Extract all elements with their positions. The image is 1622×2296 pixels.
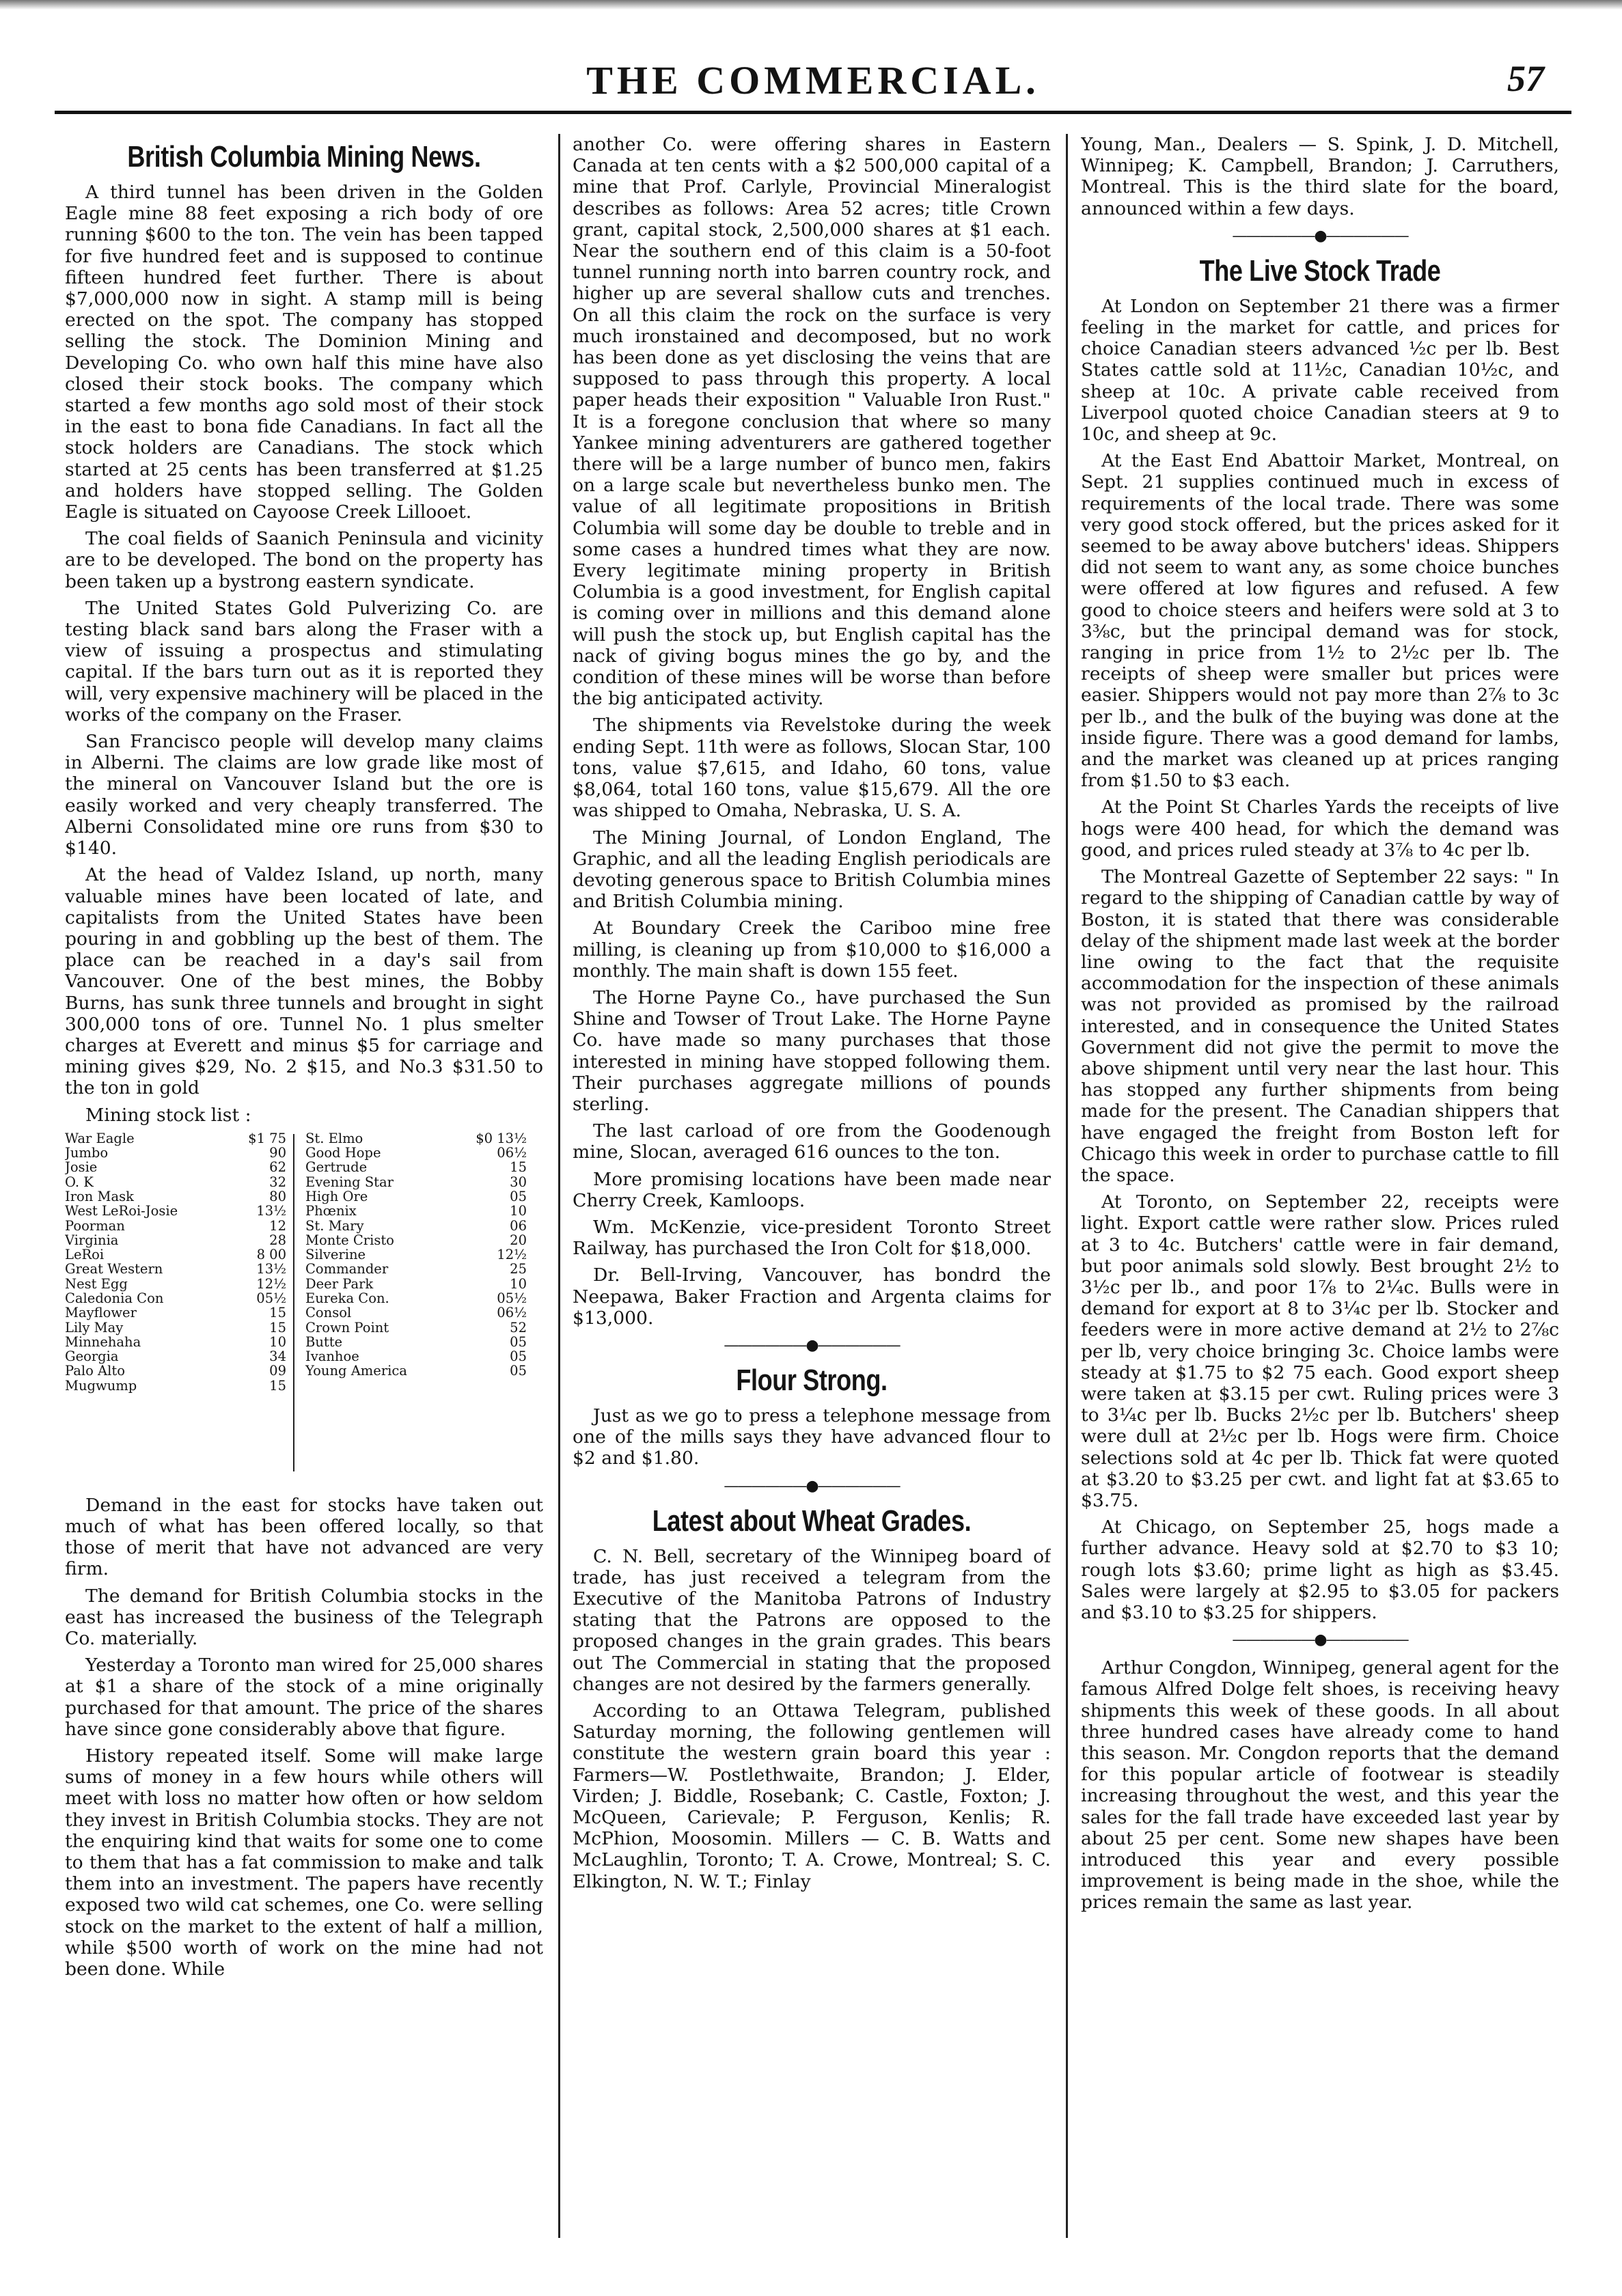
stock-row [305,1277,527,1291]
stock-row [305,1233,527,1247]
stock-price: 32 [269,1174,286,1190]
scan-edge [0,0,1622,10]
stock-price: 10 [269,1333,286,1350]
stock-name: Young America [305,1363,407,1379]
stock-name: Silverine [305,1247,366,1263]
stock-price: 25 [510,1261,527,1277]
paragraph: Yesterday a Toronto man wired for 25,000 shares at $1 a share of the stock of a mine originally purchased for that amount. The price of the shares have since gone considerably above that figure. [65,1655,543,1740]
paragraph: Just as we go to press a telephone message from one of the mills says they have advanced flour to $2 and $1.80. [573,1405,1051,1469]
paragraph: The Horne Payne Co., have purchased the Sun Shine and Towser of Trout Lake. The Horne Payne Co. have made so many purchases that those interested in mining have stopped following them. Their purchases aggregate millions of pounds sterling. [573,986,1051,1115]
stock-list-left [65,1131,286,1393]
page-header [55,55,1571,116]
stock-price: 34 [269,1348,286,1365]
paragraph: The shipments via Revelstoke during the week ending Sept. 11th were as follows, Slocan Star, 100 tons, value $7,615, and Idaho, 60 tons, value $8,064, total 160 tons, value $15,679. All the ore was shipped to Omaha, Nebraska, U. S. A. [573,715,1051,822]
paragraph: Young, Man., Dealers — S. Spink, J. D. Mitchell, Winnipeg; K. Campbell, Brandon; J. Carruthers, Montreal. This is the third slate for the board, announced within a few days. [1081,134,1559,219]
stock-name: Butte [305,1333,343,1350]
paragraph: C. N. Bell, secretary of the Winnipeg board of trade, has just received a telegram from the Executive of the Manitoba Patrons of Industry stating that the Patrons are opposed to the proposed changes in the grain grades. This bears out The Commercial in stating that the proposed changes are not desired by the farmers generally. [573,1545,1051,1695]
stock-row [305,1189,527,1204]
stock-price: 15 [269,1377,286,1394]
paragraph: At the head of Valdez Island, up north, many valuable mines have been located of late, and capitalists from the United States have been pouring in and gobbling up the best of them. The place can be reached in a day's sail from Vancouver. One of the best mines, the Bobby Burns, has sunk three tunnels and brought in sight 300,000 tons of ore. Tunnel No. 1 plus smelter charges at Everett and minus $5 for carriage and mining gives $29, No. 2 $15, and No.3 $31.50 to the ton in gold [65,864,543,1099]
stock-name: Josie [65,1159,98,1176]
page-columns [65,134,1561,2238]
section-separator: ——————●—————— [1232,227,1408,245]
section-separator: ——————●—————— [724,1477,900,1495]
stock-row [305,1146,527,1160]
stock-row [65,1379,286,1393]
stock-price: 10 [510,1275,527,1292]
stock-name: Virginia [65,1232,119,1248]
stock-name: Monte Cristo [305,1232,394,1248]
stock-name: Lily May [65,1319,124,1336]
column-divider [558,134,560,2238]
stock-row [305,1364,527,1378]
stock-row [65,1175,286,1189]
stock-name: Palo Alto [65,1363,125,1379]
stock-row [65,1277,286,1291]
stock-name: West LeRoi-Josie [65,1203,178,1219]
stock-price: 05 [510,1333,527,1350]
paragraph: San Francisco people will develop many claims in Alberni. The claims are low grade like most of the mineral on Vancouver Island but the ore is easily worked and very cheaply transferred. The Alberni Consolidated mine ore runs from $30 to $140. [65,731,543,859]
article-heading-wheat: Latest about Wheat Grades. [652,1504,972,1538]
paragraph: At the East End Abattoir Market, Montreal, on Sept. 21 supplies continued much in excess of requirements of the local trade. There was some very good stock offered, but the prices asked for it seemed to be away above butchers' ideas. Shippers did not seem to want any, as some choice bunches were offered at low figures and refused. A few good to choice steers and heifers were sold at 3 to 3⅜c, but the principal demand was for stock, ranging in price from 1½ to 2½c per lb. The receipts of sheep were smaller but prices were easier. Shippers would not pay more than 2⅞ to 3c per lb., and the bulk of the buying was done at the inside figure. There was a good demand for lambs, and the market was cleaned up at prices ranging from $1.50 to $3 each. [1081,450,1559,792]
stock-row [305,1131,527,1146]
stock-name: War Eagle [65,1130,135,1146]
stock-price: 15 [269,1319,286,1336]
stock-row [305,1305,527,1320]
stock-list-right [305,1131,527,1379]
paragraph: Dr. Bell-Irving, Vancouver, has bondrd the Neepawa, Baker Fraction and Argenta claims for $13,000. [573,1264,1051,1329]
stock-name: Nest Egg [65,1275,128,1292]
paragraph: The demand for British Columbia stocks in the east has increased the business of the Telegraph Co. materially. [65,1585,543,1649]
stock-name: Poorman [65,1217,125,1234]
paragraph: At Boundary Creek the Cariboo mine free milling, is cleaning up from $10,000 to $16,000 a monthly. The main shaft is down 155 feet. [573,917,1051,982]
stock-name: Good Hope [305,1145,381,1161]
column-divider [1066,134,1068,2238]
stock-list-heading: Mining stock list : [85,1104,251,1126]
stock-row [65,1291,286,1305]
stock-name: Caledonia Con [65,1290,164,1306]
stock-row [305,1204,527,1218]
stock-row [305,1247,527,1262]
stock-row [65,1233,286,1247]
stock-row [305,1262,527,1276]
paragraph: A third tunnel has been driven in the Golden Eagle mine 88 feet exposing a rich body of ore running $600 to the ton. The vein has been tapped for five hundred feet and is supposed to continue fifteen hundred feet further. There is about $7,000,000 now in sight. A stamp mill is being erected on the spot. The company has stopped selling the stock. The Dominion Mining and Developing Co. who own half this mine have also closed their stock books. The company which started a few months ago sold most of their stock in the east to bona fide Canadians. In fact all the stock holders are Canadians. The stock which started at 25 cents has been transferred at $1.25 and holders have stopped selling. The Golden Eagle is situated on Cayoose Creek Lillooet. [65,182,543,523]
stock-name: Great Western [65,1261,163,1277]
article-heading-live-stock: The Live Stock Trade [1199,253,1441,288]
stock-price: 8 00 [256,1247,286,1263]
stock-price: 09 [269,1363,286,1379]
stock-name: Mugwump [65,1377,137,1394]
paragraph: At Toronto, on September 22, receipts were light. Export cattle were rather slow. Prices ruled at 3 to 4c. Butchers' cattle were in fair demand, but poor animals sold slowly. Best brought 2½ to 3½c per lb., and poor 1⅞ to 2¼c. Bulls were in demand for export at 8 to 3¼c per lb. Stocker and feeders were in more active demand at 2½ to 2⅞c per lb, very choice bringing 3c. Choice lambs were steady at $1.75 to $2 75 each. Good export sheep were taken at $3.15 per cwt. Ruling prices were 3 to 3¼c per lb. Bucks 2½c per lb. Butchers' sheep were dull at 2½c per lb. Hogs were firm. Choice selections sold at 4c per lb. Thick fat were quoted at $3.20 to $3.25 per cwt. and light fat at $3.65 to $3.75. [1081,1191,1559,1511]
stock-row [305,1219,527,1233]
stock-price: 05 [510,1363,527,1379]
paragraph: Demand in the east for stocks have taken out much of what has been offered locally, so that those of merit that have not advanced are very firm. [65,1494,543,1580]
stock-price: 05½ [256,1290,286,1306]
stock-name: Gertrude [305,1159,368,1176]
stock-row [65,1262,286,1276]
paragraph: At the Point St Charles Yards the receipts of live hogs were 400 head, for which the demand was good, and prices ruled steady at 3⅞ to 4c per lb. [1081,797,1559,861]
paragraph: Arthur Congdon, Winnipeg, general agent for the famous Alfred Dolge felt shoes, is receiving heavy shipments this week of these goods. In all about three hundred cases have already come to hand this season. Mr. Congdon reports that the demand for this popular article of footwear is steadily increasing throughout the west, and this year the sales for the fall trade have exceeded last year by about 25 per cent. Some new shapes have been introduced this year and every possible improvement is being made in the shoe, while the prices remain the same as last year. [1081,1657,1559,1913]
stock-price: 12 [269,1217,286,1234]
section-separator: ——————●—————— [724,1336,900,1354]
column-2 [573,134,1051,2238]
stock-name: Eureka Con. [305,1290,389,1306]
stock-price: 62 [269,1159,286,1176]
stock-price: 90 [269,1145,286,1161]
stock-price: 15 [269,1305,286,1321]
masthead-title: THE COMMERCIAL. [586,58,1040,102]
stock-name: Iron Mask [65,1188,134,1204]
stock-name: Ivanhoe [305,1348,359,1365]
paragraph: The coal fields of Saanich Peninsula and vicinity are to be developed. The bond on the property has been taken up a bystrong eastern syndicate. [65,528,543,592]
stock-price: 30 [510,1174,527,1190]
stock-name: Georgia [65,1348,119,1365]
stock-row [65,1189,286,1204]
stock-price: 28 [269,1232,286,1248]
stock-row [65,1160,286,1174]
stock-row [65,1219,286,1233]
stock-name: O. K [65,1174,94,1190]
paragraph: History repeated itself. Some will make large sums of money in a few hours while others will meet with loss no matter how often or how seldom they invest in British Columbia stocks. They are not the enquiring kind that waits for some one to come to them that has a fat commission to make and talk them into an investment. The papers have recently exposed two wild cat schemes, one Co. were selling stock on the market to the extent of half a million, while $500 worth of work on the mine had not been done. While [65,1745,543,1980]
mining-stock-list [65,1131,543,1488]
article-heading-mining-news: British Columbia Mining News. [127,140,481,174]
stock-row [65,1247,286,1262]
stock-price: 15 [510,1159,527,1176]
stock-price: 06½ [497,1305,527,1321]
stock-row [65,1349,286,1364]
stock-price: 20 [510,1232,527,1248]
paragraph: Wm. McKenzie, vice-president Toronto Street Railway, has purchased the Iron Colt for $18,000. [573,1216,1051,1260]
stock-price: 13½ [256,1261,286,1277]
stock-name: St. Mary [305,1217,364,1234]
stock-row [65,1131,286,1146]
stock-row [305,1349,527,1364]
stock-price: 52 [510,1319,527,1336]
stock-row [305,1335,527,1349]
article-heading-flour: Flour Strong. [736,1363,888,1397]
stock-name: Minnehaha [65,1333,141,1350]
stock-list-divider [293,1134,294,1471]
paragraph: According to an Ottawa Telegram, published Saturday morning, the following gentlemen will constitute the western grain board this year : Farmers—W. Postlethwaite, Brandon; J. Elder, Virden; J. Biddle, Rosebank; C. Castle, Foxton; J. McQueen, Carievale; P. Ferguson, Kenlis; R. McPhion, Moosomin. Millers — C. B. Watts and McLaughlin, Toronto; T. A. Crowe, Montreal; S. C. Elkington, N. W. T.; Finlay [573,1700,1051,1892]
stock-price: 06½ [497,1145,527,1161]
column-1 [65,134,543,2238]
stock-price: 05 [510,1188,527,1204]
stock-row [65,1305,286,1320]
stock-name: Phœnix [305,1203,357,1219]
stock-row [65,1320,286,1335]
stock-row [65,1146,286,1160]
stock-name: High Ore [305,1188,368,1204]
stock-price: 80 [269,1188,286,1204]
stock-name: Evening Star [305,1174,394,1190]
stock-name: Commander [305,1261,389,1277]
paragraph: The Montreal Gazette of September 22 says: " In regard to the shipping of Canadian cattle by way of Boston, it is stated that there was considerable delay of the shipment made last week at the border line owing to the fact that the requisite accommodation for the inspection of these animals was not provided as promised by the railroad interested, and in consequence the United States Government did not give the permit to move the above shipment until very near the last hour. This has stopped any further shipments from being made for the present. The Canadian shippers that have engaged the freight from Boston left for Chicago this week in order to purchase cattle to fill the space. [1081,866,1559,1186]
page-number: 57 [1507,58,1544,99]
paragraph: The United States Gold Pulverizing Co. are testing black sand bars along the Fraser with a view of issuing a prospectus and stimulating capital. If the bars turn out as it is reported they will, very expensive machinery will be placed in the works of the company on the Fraser. [65,597,543,725]
stock-row [65,1204,286,1218]
stock-name: St. Elmo [305,1130,363,1146]
stock-row [305,1175,527,1189]
paragraph: another Co. were offering shares in Eastern Canada at ten cents with a $2 500,000 capital of a mine that Prof. Carlyle, Provincial Mineralogist describes as follows: Area 52 acres; title Crown grant, capital stock, 2,500,000 shares at $1 each. Near the southern end of this claim is a 50-foot tunnel running north into barren country rock, and higher up are several shallow cuts and trenches. On all this claim the rock on the surface is very much ironstained and decomposed, but no work has been done as yet disclosing the veins that are supposed to pass through this property. A local paper heads their exposition " Valuable Iron Rust." It is a foregone conclusion that where so many Yankee mining adventurers are gathered together there will be a large number of bunco men, fakirs on a large scale but nevertheless bunko men. The value of all legitimate propositions in British Columbia will some day be double to treble and in some cases a hundred times what they are now. Every legitimate mining property in British Columbia is a good investment, for English capital is coming over in millions and this demand alone will push the stock up, but English capital has the nack of giving bogus mines the go by, and the condition of these mines will be worse than before the big anticipated activity. [573,134,1051,710]
stock-price: 12½ [497,1247,527,1263]
paragraph: The last carload of ore from the Goodenough mine, Slocan, averaged 616 ounces to the ton. [573,1120,1051,1163]
stock-price: 05½ [497,1290,527,1306]
paragraph: More promising locations have been made near Cherry Creek, Kamloops. [573,1168,1051,1211]
stock-price: $0 13½ [476,1130,527,1146]
stock-name: Deer Park [305,1275,374,1292]
stock-row [305,1320,527,1335]
stock-name: Consol [305,1305,352,1321]
stock-row [305,1291,527,1305]
stock-price: 05 [510,1348,527,1365]
column-3 [1081,134,1559,2238]
paragraph: At London on September 21 there was a firmer feeling in the market for cattle, and prices for choice Canadian steers advanced ½c per lb. Best States cattle sold at 11½c, Canadian 10½c, and sheep at 10c. A private cable received from Liverpool quoted choice Canadian steers at 9 to 10c, and sheep at 9c. [1081,295,1559,445]
stock-name: Crown Point [305,1319,389,1336]
stock-row [65,1364,286,1378]
stock-name: Mayflower [65,1305,137,1321]
stock-price: 13½ [256,1203,286,1219]
stock-price: $1 75 [248,1130,286,1146]
stock-row [65,1335,286,1349]
section-separator: ——————●—————— [1232,1631,1408,1649]
stock-name: LeRoi [65,1247,105,1263]
paragraph: At Chicago, on September 25, hogs made a further advance. Heavy sold at $2.70 to $3 10; rough lots $3.60; prime light as high as $3.45. Sales were largely at $2.95 to $3.05 for packers and $3.10 to $3.25 for shippers. [1081,1517,1559,1623]
header-rule [55,111,1571,114]
stock-name: Jumbo [65,1145,109,1161]
stock-price: 06 [510,1217,527,1234]
paragraph: The Mining Journal, of London England, The Graphic, and all the leading English periodicals are devoting generous space to British Columbia mines and British Columbia mining. [573,827,1051,913]
stock-row [305,1160,527,1174]
stock-price: 12½ [256,1275,286,1292]
stock-price: 10 [510,1203,527,1219]
